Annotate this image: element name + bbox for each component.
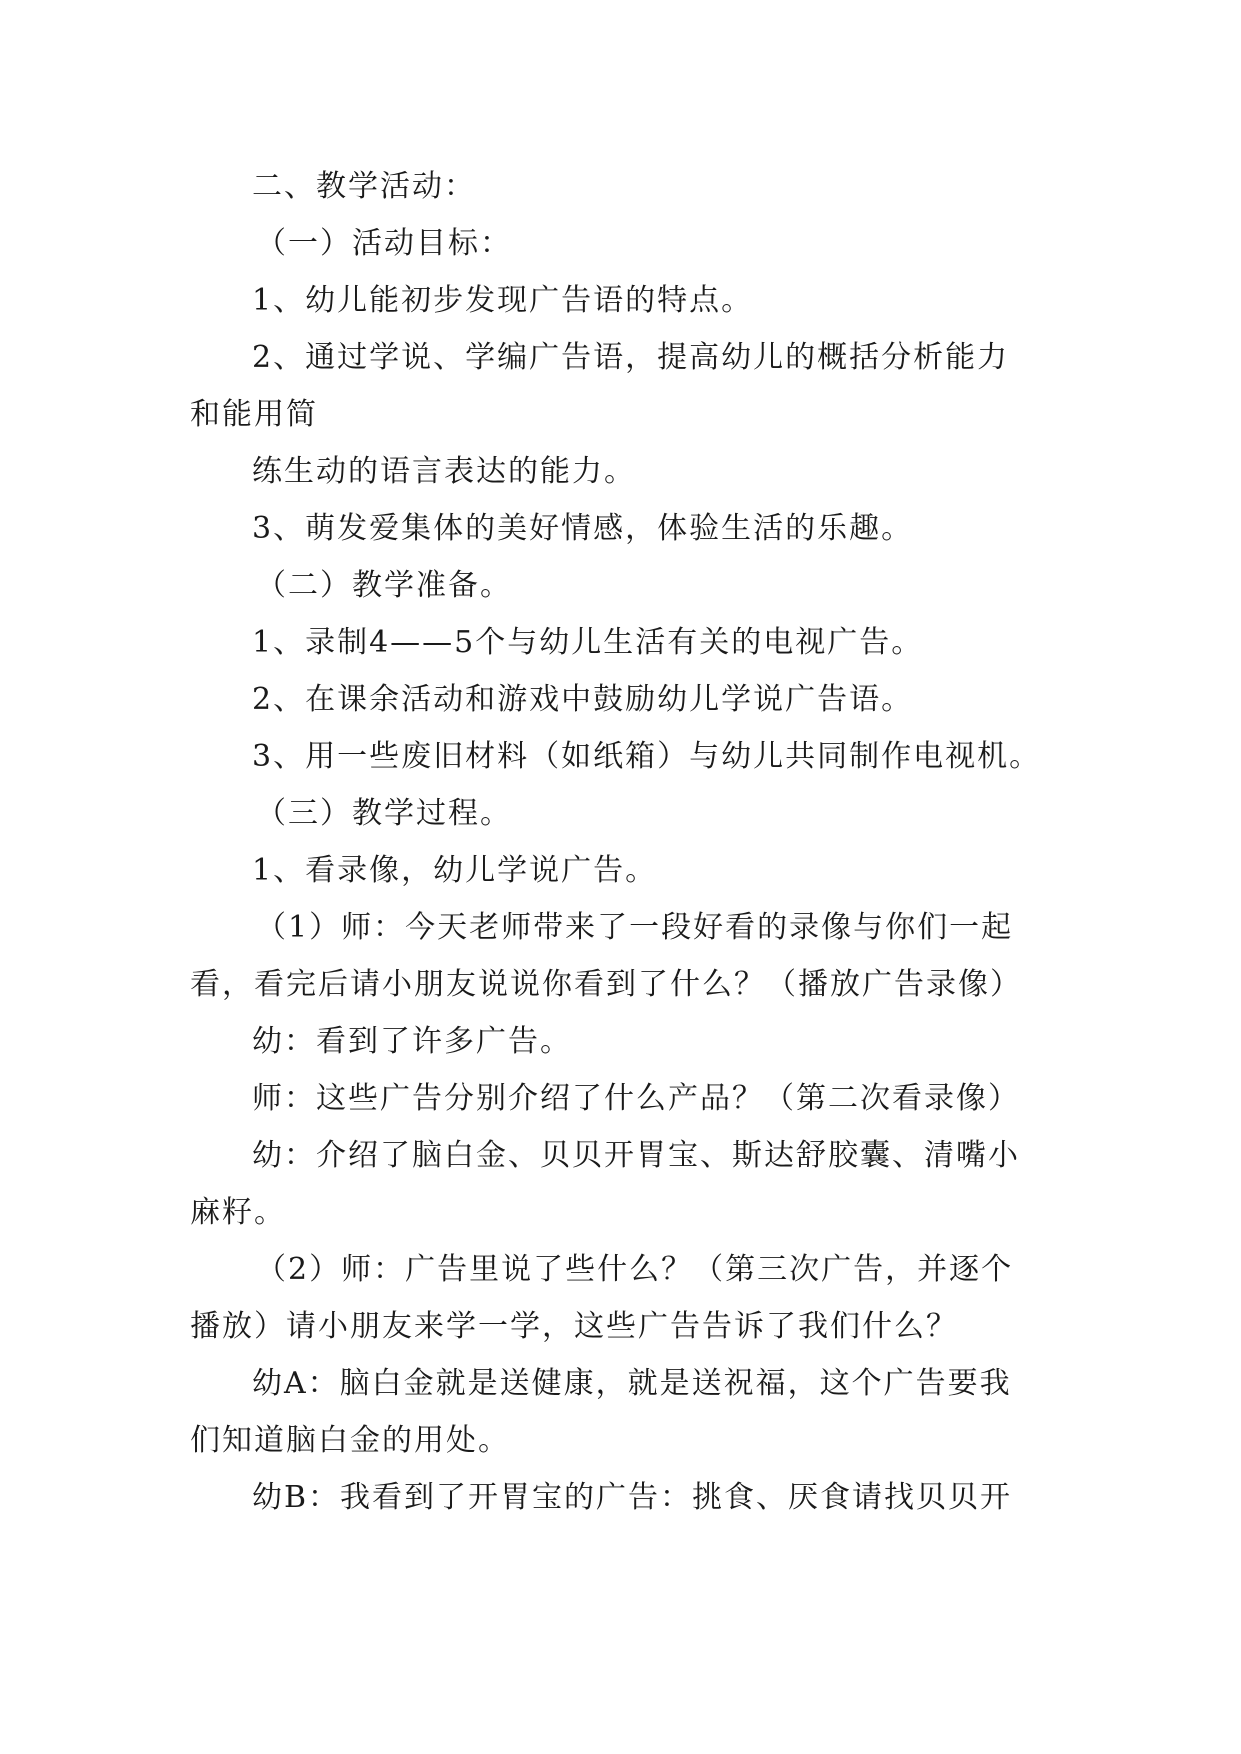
text-line: 幼：看到了许多广告。 (252, 1024, 572, 1059)
subsection-heading-process: （三）教学过程。 (256, 796, 512, 831)
text-line: （2）师：广告里说了些什么？（第三次广告，并逐个 (256, 1252, 1014, 1287)
text-line: 幼：介绍了脑白金、贝贝开胃宝、斯达舒胶囊、清嘴小 (252, 1138, 1020, 1173)
text-line: 3、萌发爱集体的美好情感，体验生活的乐趣。 (252, 511, 914, 546)
text-line: 师：这些广告分别介绍了什么产品？（第二次看录像） (252, 1081, 1020, 1116)
text-line: 1、幼儿能初步发现广告语的特点。 (252, 283, 754, 318)
text-line: 麻籽。 (190, 1195, 286, 1230)
text-line: 2、在课余活动和游戏中鼓励幼儿学说广告语。 (252, 682, 914, 717)
text-line: 1、看录像，幼儿学说广告。 (252, 853, 658, 888)
text-line: 看，看完后请小朋友说说你看到了什么？（播放广告录像） (190, 967, 1022, 1002)
text-line: 们知道脑白金的用处。 (190, 1423, 510, 1458)
text-line: 练生动的语言表达的能力。 (252, 454, 636, 489)
subsection-heading-preparation: （二）教学准备。 (256, 568, 512, 603)
text-line: （1）师：今天老师带来了一段好看的录像与你们一起 (256, 910, 1014, 945)
text-line: 1、录制4——5个与幼儿生活有关的电视广告。 (252, 625, 924, 660)
text-line: 幼B：我看到了开胃宝的广告：挑食、厌食请找贝贝开 (252, 1480, 1013, 1515)
section-heading-teaching-activity: 二、教学活动： (252, 169, 476, 204)
text-line: 幼A：脑白金就是送健康，就是送祝福，这个广告要我 (252, 1366, 1012, 1401)
text-line: 播放）请小朋友来学一学，这些广告告诉了我们什么？ (190, 1309, 958, 1344)
text-line: 3、用一些废旧材料（如纸箱）与幼儿共同制作电视机。 (252, 739, 1042, 774)
subsection-heading-objectives: （一）活动目标： (256, 226, 512, 261)
text-line: 和能用简 (190, 397, 318, 432)
text-line: 2、通过学说、学编广告语，提高幼儿的概括分析能力 (252, 340, 1010, 375)
